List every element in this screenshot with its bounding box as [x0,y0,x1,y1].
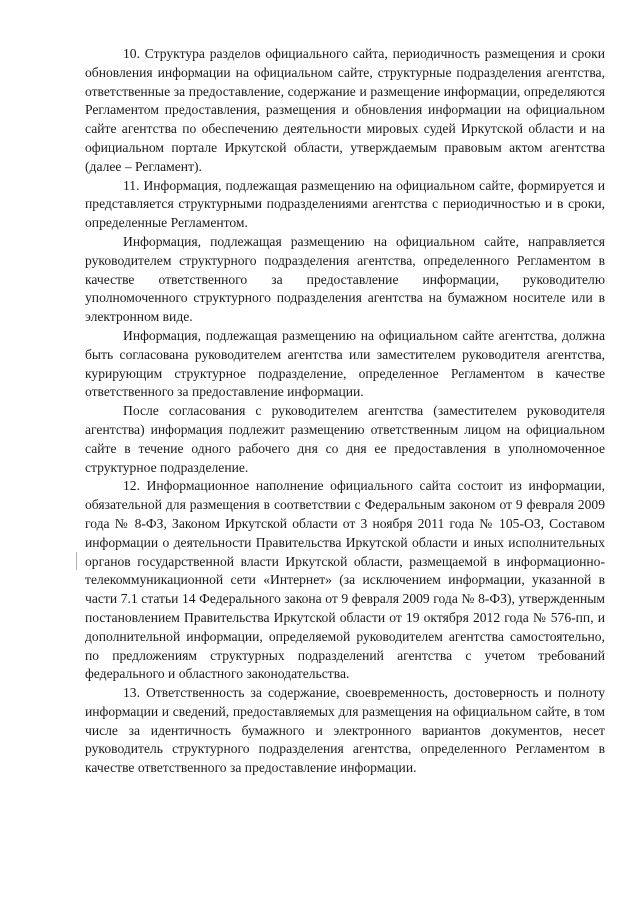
margin-mark [76,552,77,570]
paragraph-10: 10. Структура разделов официального сайта, периодичность размещения и сроки обновления информации на официальном сайте, структурные подразделения агентства, ответственные за предоставление, содержание и размещение информации, определяются Регламентом предоставления, размещения и обновления информации на официальном сайте агентства по обеспечению деятельности мировых судей Иркутской области и на официальном портале Иркутской области, утверждаемым правовым актом агентства (далее – Регламент). [85,46,605,174]
paragraph-11-approval: Информация, подлежащая размещению на официальном сайте агентства, должна быть согласована руководителем агентства или заместителем руководителя агентства, курирующим структурное подразделение, определенное Регламентом в качестве ответственного за предоставление информации. [85,327,605,400]
document-page [85,45,605,778]
paragraph-11: 11. Информация, подлежащая размещению на официальном сайте, формируется и представляется структурными подразделениями агентства с периодичностью и в сроки, определенные Регламентом. [85,177,605,231]
paragraph-11-direction: Информация, подлежащая размещению на официальном сайте, направляется руководителем структурного подразделения агентства, определенного Регламентом в качестве ответственного за предоставление информации, руководителю уполномоченного структурного подразделения агентства на бумажном носителе или в электронном виде. [85,233,605,325]
paragraph-13: 13. Ответственность за содержание, своевременность, достоверность и полноту информации и сведений, предоставляемых для размещения на официальном сайте, в том числе за идентичность бумажного и электронного вариантов документов, несет руководитель структурного подразделения агентства, определенного Регламентом в качестве ответственного за предоставление информации. [85,685,605,776]
paragraph-12: 12. Информационное наполнение официального сайта состоит из информации, обязательной для размещения в соответствии с Федеральным законом от 9 февраля 2009 года № 8-ФЗ, Законом Иркутской области от 3 ноября 2011 года № 105-ОЗ, Составом информации о деятельности Правительства Иркутской области и иных исполнительных органов государственной власти Иркутской области, размещаемой в информационно-телекоммуникационной сети «Интернет» (за исключением информации, указанной в части 7.1 статьи 14 Федерального закона от 9 февраля 2009 года № 8-ФЗ), утвержденным постановлением Правительства Иркутской области от 19 октября 2012 года № 576-пп, и дополнительной информации, определяемой руководителем агентства самостоятельно, по предложениям структурных подразделений агентства с учетом требований федерального и областного законодательства. [85,478,605,682]
paragraph-11-publication: После согласования с руководителем агентства (заместителем руководителя агентства) информация подлежит размещению ответственным лицом на официальном сайте в течение одного рабочего дня со дня ее предоставления в уполномоченное структурное подразделение. [85,403,605,475]
